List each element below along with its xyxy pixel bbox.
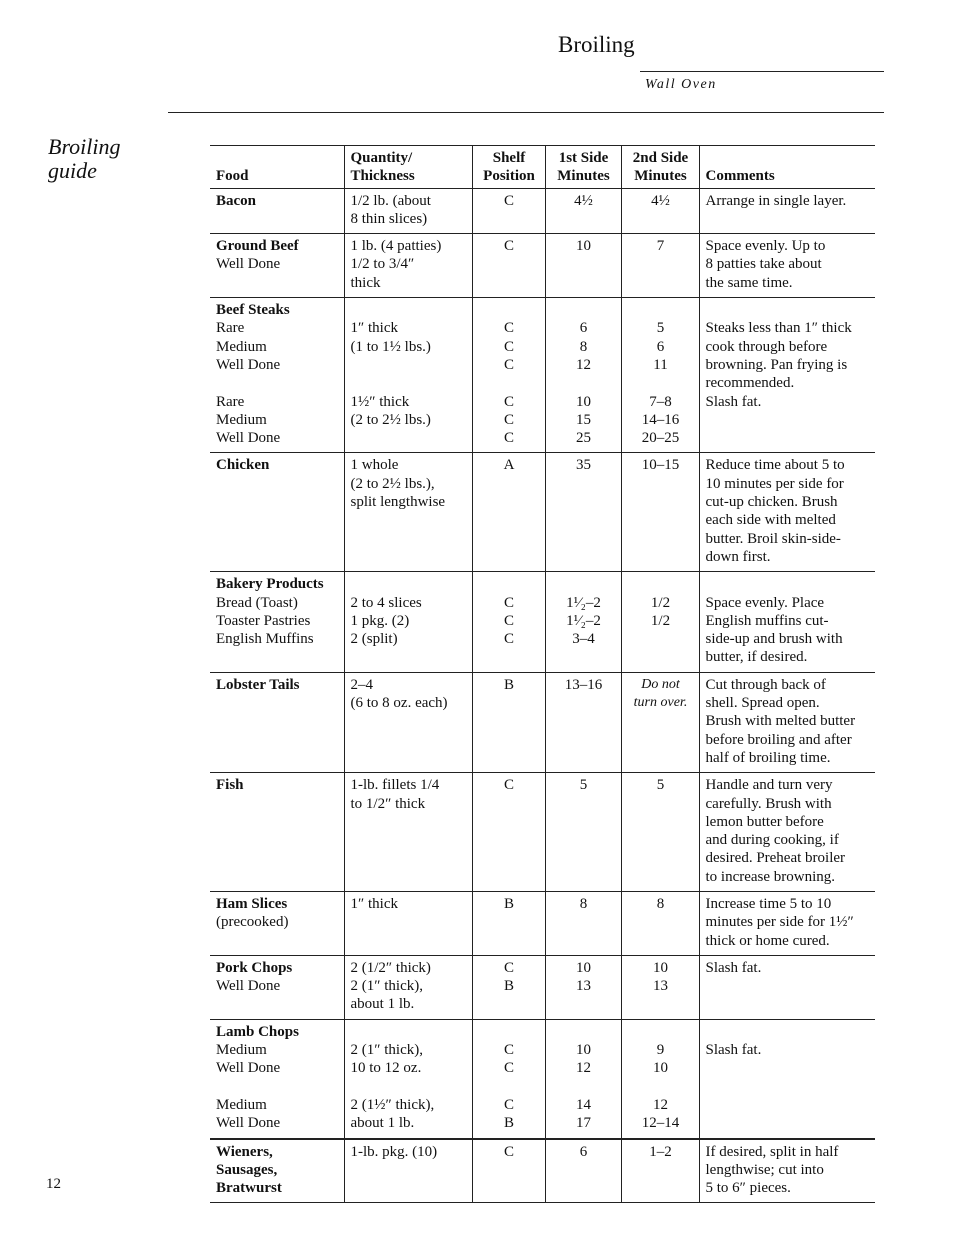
page-subtitle: Wall Oven [645,77,717,92]
shelf-value [479,1023,540,1041]
comments-value: Brush with melted butter [705,713,856,730]
food-name: Chicken [216,457,270,474]
first-side-value: 6 [579,320,588,337]
quantity-value: 10 to 12 oz. [350,1060,422,1077]
shelf-value: C [503,612,514,629]
second-side-value: 12 [653,1096,668,1113]
food-doneness: Toaster Pastries [216,612,311,629]
quantity-cell [344,773,472,892]
second-side-value [628,374,694,392]
shelf-value: C [503,338,514,355]
food-cell [210,298,344,453]
shelf-value: C [503,1060,514,1077]
first-side-value: 10 [576,959,591,976]
quantity-value: (2 to 2½ lbs.), [350,475,435,492]
quantity-cell [344,955,472,1019]
second-side-value: 10 [653,959,668,976]
shelf-value: C [503,1143,514,1160]
quantity-value: 2–4 [350,676,373,693]
quantity-value: 2 (1″ thick), [350,978,423,995]
second-side-value: 11 [653,356,668,373]
food-name: Bakery Products [216,576,324,593]
first-side-value [552,374,616,392]
comments-value: thick or home cured. [705,932,830,949]
shelf-value: A [503,457,515,474]
quantity-cell [344,234,472,298]
shelf-cell [472,572,545,672]
first-side-cell [545,1139,621,1203]
quantity-value: 2 to 4 slices [350,594,422,611]
header-text: 1st Side [558,150,609,166]
second-side-value: 14–16 [641,411,680,428]
first-side-cell [545,955,621,1019]
food-name: Beef Steaks [216,302,290,319]
food-cell [210,234,344,298]
first-side-cell [545,891,621,955]
first-side-value: 5 [579,777,588,794]
first-side-cell [545,672,621,772]
comments-value: Increase time 5 to 10 [705,895,832,912]
comments-cell [699,1139,875,1203]
second-side-value: 6 [656,338,665,355]
food-name: Fish [216,777,244,794]
comments-value: Space evenly. Place [705,594,825,611]
header-text: Position [483,168,535,185]
shelf-value: C [503,320,514,337]
table-row [210,298,875,453]
first-side-value: 25 [576,430,591,447]
quantity-value: (6 to 8 oz. each) [350,695,448,712]
header-text: Comments [705,168,775,185]
page-section-title: Broiling [558,32,635,57]
first-side-value: 17 [576,1115,591,1132]
quantity-value: to 1/2″ thick [350,795,426,812]
second-side-value [628,1078,694,1096]
food-doneness: Well Done [216,1060,281,1077]
first-side-value: 35 [576,457,591,474]
quantity-value: 1″ thick [350,320,398,337]
table-row [210,955,875,1019]
first-side-cell [545,453,621,572]
shelf-cell [472,453,545,572]
quantity-value: 1½″ thick [350,393,410,410]
quantity-value: 1 pkg. (2) [350,612,410,629]
second-side-cell [621,572,699,672]
comments-value: carefully. Brush with [705,795,832,812]
quantity-cell [344,1139,472,1203]
header-shelf [472,146,545,189]
comments-value: each side with melted [705,512,836,529]
second-side-value: 1/2 [650,612,671,629]
second-side-cell [621,672,699,772]
comments-value: butter. Broil skin-side- [705,530,841,547]
comments-value: Reduce time about 5 to [705,457,845,474]
shelf-value: C [503,1096,514,1113]
comments-value [706,575,871,593]
table-row [210,773,875,892]
food-doneness: Medium [216,1096,267,1113]
comments-value: lengthwise; cut into [705,1161,824,1178]
header-text: 2nd Side [632,150,689,166]
comments-value: Space evenly. Up to [705,238,826,255]
food-cell [210,672,344,772]
comments-value: English muffins cut- [705,612,829,629]
header-second-side [621,146,699,189]
food-cell [210,188,344,234]
second-side-cell [621,1139,699,1203]
food-cell [210,1019,344,1138]
food-doneness: Well Done [216,430,281,447]
comments-value: before broiling and after [705,731,852,748]
first-side-value: 12 [576,356,591,373]
food-doneness: English Muffins [216,631,314,648]
quantity-value: about 1 lb. [350,1115,415,1132]
shelf-cell [472,1019,545,1138]
comments-cell [699,298,875,453]
quantity-value [351,575,467,593]
comments-value: 8 patties take about [705,256,822,273]
comments-value: Cut through back of [705,676,826,693]
shelf-value [479,575,540,593]
shelf-value: C [503,777,514,794]
food-doneness: Rare [216,320,245,337]
quantity-value: 1-lb. pkg. (10) [350,1143,438,1160]
quantity-cell [344,188,472,234]
second-side-value [628,575,694,593]
first-side-value: 1¹⁄₂–2 [566,612,601,629]
quantity-value [351,356,467,374]
second-side-value: 7–8 [649,393,672,410]
comments-value: desired. Preheat broiler [705,850,846,867]
section-divider [168,112,884,113]
quantity-value [351,301,467,319]
comments-value: down first. [705,548,771,565]
food-cell [210,891,344,955]
shelf-cell [472,234,545,298]
comments-value: Slash fat. [705,393,762,410]
food-cell [210,955,344,1019]
food-doneness: Medium [216,1042,267,1059]
header-text: Quantity/ [350,150,413,166]
first-side-cell [545,1019,621,1138]
first-side-value: 13–16 [564,676,603,693]
table-row [210,891,875,955]
quantity-cell [344,1019,472,1138]
quantity-value [351,1023,467,1041]
quantity-cell [344,572,472,672]
second-side-cell [621,1019,699,1138]
quantity-cell [344,453,472,572]
shelf-cell [472,955,545,1019]
shelf-cell [472,672,545,772]
shelf-cell [472,298,545,453]
comments-value: If desired, split in half [705,1143,839,1160]
header-text: Shelf [492,150,526,166]
first-side-cell [545,298,621,453]
shelf-cell [472,773,545,892]
food-name: Bratwurst [216,1180,282,1197]
shelf-value [479,374,540,392]
food-cell [210,572,344,672]
food-doneness: Well Done [216,356,281,373]
header-first-side [545,146,621,189]
quantity-value: 1 lb. (4 patties) [350,238,442,255]
food-name: Sausages, [216,1161,278,1178]
header-comments [699,146,875,189]
shelf-cell [472,188,545,234]
first-side-value: 13 [576,978,591,995]
first-side-value: 3–4 [572,631,595,648]
shelf-value [479,301,540,319]
header-text: Minutes [557,168,610,185]
first-side-cell [545,188,621,234]
food-doneness: Rare [216,393,245,410]
comments-value: shell. Spread open. [705,695,820,712]
second-side-value: 7 [656,238,665,255]
food-name: Lobster Tails [216,676,300,693]
second-side-value: 1–2 [649,1143,672,1160]
comments-value: half of broiling time. [705,749,831,766]
heading-line: Broiling [48,134,121,159]
comments-value: minutes per side for 1½″ [705,914,854,931]
comments-value: butter, if desired. [705,649,808,666]
first-side-value: 1¹⁄₂–2 [566,594,601,611]
comments-cell [699,773,875,892]
shelf-value: C [503,1042,514,1059]
second-side-value: Do not [641,676,680,692]
quantity-value: 8 thin slices) [350,210,428,227]
shelf-value: B [503,895,514,912]
comments-cell [699,672,875,772]
food-doneness: Medium [216,338,267,355]
first-side-value: 14 [576,1096,591,1113]
comments-cell [699,234,875,298]
table-row [210,672,875,772]
second-side-cell [621,773,699,892]
comments-value: to increase browning. [705,868,836,885]
first-side-value [552,301,616,319]
header-text: Thickness [350,168,415,185]
quantity-value: 1/2 lb. (about [350,192,431,209]
comments-value [706,1023,871,1041]
comments-value: cook through before [705,338,828,355]
shelf-value: B [503,978,514,995]
comments-value: Slash fat. [705,959,762,976]
header-text: Food [216,168,249,185]
quantity-value: about 1 lb. [350,996,415,1013]
second-side-value: 5 [656,777,665,794]
quantity-value: 2 (1½″ thick), [350,1096,435,1113]
food-doneness: Bread (Toast) [216,594,298,611]
shelf-value [479,1078,540,1096]
table-row [210,572,875,672]
comments-value: Steaks less than 1″ thick [705,320,852,337]
shelf-cell [472,891,545,955]
food-doneness: Well Done [216,1115,281,1132]
second-side-cell [621,453,699,572]
food-name: Wieners, [216,1143,273,1160]
quantity-value: split lengthwise [350,494,446,511]
comments-value: the same time. [705,274,793,291]
first-side-value: 6 [579,1143,588,1160]
shelf-value: C [503,430,514,447]
first-side-value: 15 [576,411,591,428]
food-cell [210,1139,344,1203]
second-side-value: turn over. [633,695,688,711]
food-doneness [216,1078,339,1096]
first-side-value: 10 [576,393,591,410]
comments-cell [699,1019,875,1138]
first-side-value: 10 [576,1042,591,1059]
quantity-value: 1/2 to 3/4″ [350,256,415,273]
quantity-value [351,1078,467,1096]
second-side-cell [621,955,699,1019]
shelf-value: C [503,959,514,976]
food-name: Ground Beef [216,238,299,255]
comments-value: and during cooking, if [705,832,839,849]
quantity-value: 2 (1/2″ thick) [350,959,431,976]
second-side-value: 1/2 [650,594,671,611]
quantity-cell [344,672,472,772]
second-side-cell [621,234,699,298]
table-row [210,1139,875,1203]
second-side-cell [621,188,699,234]
food-doneness: (precooked) [216,914,289,931]
second-side-value [628,301,694,319]
food-doneness: Medium [216,411,267,428]
header-rule [640,71,884,72]
second-side-value: 10 [653,1060,668,1077]
quantity-value: 1 whole [350,457,399,474]
comments-value: Arrange in single layer. [705,192,847,209]
table-row [210,1019,875,1138]
second-side-cell [621,891,699,955]
first-side-value: 12 [576,1060,591,1077]
shelf-value: C [503,393,514,410]
shelf-value: C [503,356,514,373]
first-side-cell [545,773,621,892]
quantity-value: 1-lb. fillets 1/4 [350,777,440,794]
food-cell [210,773,344,892]
comments-value: Slash fat. [705,1042,762,1059]
comments-cell [699,891,875,955]
food-doneness: Well Done [216,256,281,273]
first-side-value: 8 [579,338,588,355]
second-side-value: 13 [653,978,668,995]
shelf-value: B [503,1115,514,1132]
shelf-value: C [503,594,514,611]
quantity-value: 1″ thick [350,895,398,912]
second-side-cell [621,298,699,453]
first-side-cell [545,572,621,672]
food-name: Lamb Chops [216,1023,299,1040]
comments-value: Handle and turn very [705,777,833,794]
quantity-value: thick [350,274,381,291]
shelf-cell [472,1139,545,1203]
shelf-value: C [503,631,514,648]
second-side-value: 5 [656,320,665,337]
comments-cell [699,188,875,234]
comments-value [706,301,871,319]
comments-value: lemon butter before [705,813,824,830]
broiling-guide-heading [48,135,121,183]
comments-value: cut-up chicken. Brush [705,494,838,511]
quantity-value: 2 (1″ thick), [350,1042,423,1059]
second-side-value: 4½ [651,192,670,209]
comments-value: 5 to 6″ pieces. [705,1180,791,1197]
heading-line: guide [48,158,97,183]
quantity-value: (1 to 1½ lbs.) [350,338,431,355]
comments-cell [699,955,875,1019]
food-doneness: Well Done [216,978,281,995]
second-side-value [628,1023,694,1041]
quantity-value: 2 (split) [350,631,398,648]
quantity-value: (2 to 2½ lbs.) [350,411,431,428]
header-quantity [344,146,472,189]
second-side-value: 20–25 [641,430,680,447]
food-doneness [216,374,339,392]
shelf-value: C [503,411,514,428]
table-row [210,188,875,234]
shelf-value: B [503,676,514,693]
second-side-value: 8 [656,895,665,912]
food-name: Pork Chops [216,959,293,976]
second-side-value: 10–15 [641,457,680,474]
shelf-value: C [503,192,514,209]
food-cell [210,453,344,572]
food-name: Ham Slices [216,895,288,912]
second-side-value: 12–14 [641,1115,680,1132]
table-header-row [210,146,875,189]
second-side-value: 9 [656,1042,665,1059]
first-side-value: 4½ [574,192,593,209]
header-text: Minutes [634,168,687,185]
quantity-cell [344,298,472,453]
broiling-guide-table [210,145,875,1203]
comments-cell [699,453,875,572]
comments-value: browning. Pan frying is [705,356,848,373]
comments-value: recommended. [705,375,795,392]
comments-value: side-up and brush with [705,631,843,648]
first-side-value [552,1023,616,1041]
page-number: 12 [46,1176,61,1192]
first-side-value [552,575,616,593]
comments-value: 10 minutes per side for [705,475,844,492]
comments-cell [699,572,875,672]
first-side-value [552,1078,616,1096]
table-row [210,453,875,572]
table-row [210,234,875,298]
header-food [210,146,344,189]
shelf-value: C [503,238,514,255]
food-name: Bacon [216,192,257,209]
quantity-value [351,374,467,392]
first-side-value: 10 [576,238,591,255]
first-side-cell [545,234,621,298]
first-side-value: 8 [579,895,588,912]
quantity-cell [344,891,472,955]
